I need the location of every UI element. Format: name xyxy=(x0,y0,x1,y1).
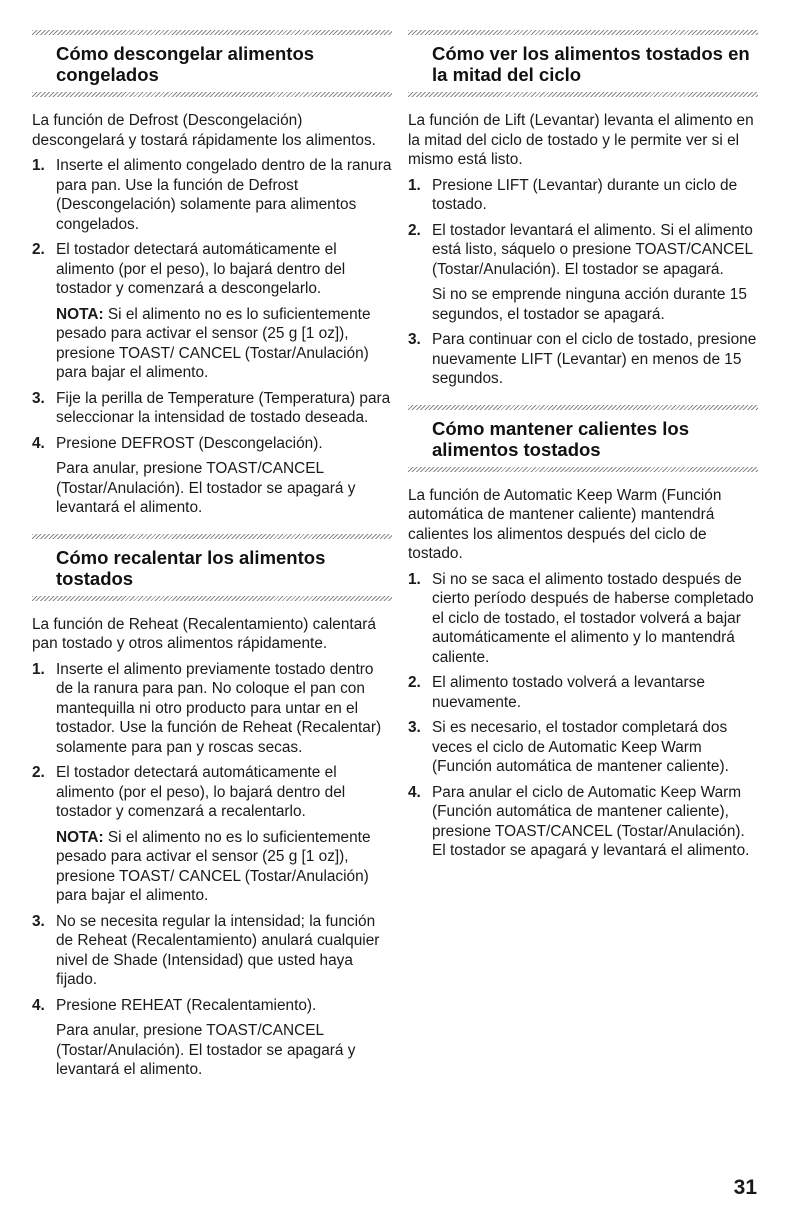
step-item xyxy=(32,156,392,234)
step-note xyxy=(56,828,392,906)
step-note xyxy=(56,305,392,383)
step-item xyxy=(32,763,392,906)
step-extra: Si no se emprende ninguna acción durante 15 segundos, el tostador se apagará. xyxy=(432,286,747,323)
section-title: Cómo ver los alimentos tostados en la mitad del ciclo xyxy=(432,43,750,85)
step-text: Presione LIFT (Levantar) durante un ciclo de tostado. xyxy=(432,176,738,213)
step-text: El tostador detectará automáticamente el alimento (por el peso), lo bajará dentro del tostador y comenzará a recalentarlo. xyxy=(56,764,346,820)
section-intro: La función de Lift (Levantar) levanta el alimento en la mitad del ciclo de tostado y le permite ver si el mismo está listo. xyxy=(408,112,754,168)
step-number: 1. xyxy=(408,570,421,588)
step-text: Presione DEFROST (Descongelación). xyxy=(56,434,323,452)
step-number: 2. xyxy=(32,764,45,781)
step-number: 3. xyxy=(32,912,45,930)
step-number: 3. xyxy=(32,389,45,407)
section-defrost xyxy=(32,30,392,518)
section-reheat xyxy=(32,534,392,1080)
steps-list xyxy=(408,176,758,389)
step-item xyxy=(32,434,392,518)
step-text: El tostador detectará automáticamente el alimento (por el peso), lo bajará dentro del tostador y comenzará a descongelarlo. xyxy=(56,241,346,297)
section-spacer xyxy=(408,395,758,405)
step-text: Si es necesario, el tostador completará dos veces el ciclo de Automatic Keep Warm (Función automática de mantener caliente). xyxy=(432,719,729,775)
note-label: NOTA: xyxy=(56,828,104,846)
step-item xyxy=(408,718,758,777)
step-item xyxy=(408,221,758,325)
step-text: El alimento tostado volverá a levantarse nuevamente. xyxy=(432,674,705,711)
steps-list xyxy=(408,570,758,861)
step-text: Inserte el alimento congelado dentro de la ranura para pan. Use la función de Defrost (Descongelación) solamente para alimentos congelados. xyxy=(56,157,392,233)
step-text: Si no se saca el alimento tostado después de cierto período después de haberse completado el ciclo de tostado, el tostador volverá a bajar automáticamente el alimento y lo mantendrá caliente. xyxy=(432,570,754,666)
step-item xyxy=(408,330,758,389)
step-extra: Para anular, presione TOAST/CANCEL (Tostar/Anulación). El tostador se apagará y levantará el alimento. xyxy=(56,460,356,516)
section-title: Cómo mantener calientes los alimentos tostados xyxy=(432,417,690,460)
step-text: Presione REHEAT (Recalentamiento). xyxy=(56,996,317,1014)
hatched-rule xyxy=(32,596,392,601)
section-keep-warm xyxy=(408,405,758,861)
step-item xyxy=(408,783,758,861)
step-number: 1. xyxy=(408,176,421,194)
step-text: Para anular el ciclo de Automatic Keep Warm (Función automática de mantener caliente), presione TOAST/CANCEL (Tostar/Anulación). El tostador se apagará y levantará el alimento. xyxy=(432,783,750,859)
step-number: 2. xyxy=(408,674,421,691)
step-number: 3. xyxy=(408,331,421,348)
step-item xyxy=(408,570,758,668)
section-lift xyxy=(408,30,758,389)
section-heading xyxy=(32,534,392,601)
step-number: 4. xyxy=(32,434,45,452)
section-heading xyxy=(32,30,392,97)
hatched-rule xyxy=(408,92,758,97)
step-text: El tostador levantará el alimento. Si el alimento está listo, sáquelo o presione TOAST/CANCEL (Tostar/Anulación). El tostador se apagará. xyxy=(432,221,753,278)
step-item xyxy=(32,912,392,990)
left-column xyxy=(32,30,392,1086)
step-item xyxy=(408,176,758,215)
section-heading xyxy=(408,30,758,97)
step-text: Fije la perilla de Temperature (Temperatura) para seleccionar la intensidad de tostado deseada. xyxy=(56,389,391,426)
section-spacer xyxy=(32,524,392,534)
step-text: Inserte el alimento previamente tostado dentro de la ranura para pan. No coloque el pan con mantequilla ni otro producto para untar en el tostador. Use la función de Reheat (Recalentar) solamente para pan y roscas secas. xyxy=(56,660,382,756)
step-number: 1. xyxy=(32,660,45,678)
step-number: 4. xyxy=(408,783,421,801)
right-column xyxy=(408,30,758,867)
step-text: Para continuar con el ciclo de tostado, presione nuevamente LIFT (Levantar) en menos de 15 segundos. xyxy=(432,331,757,387)
steps-list xyxy=(32,156,392,518)
note-label: NOTA: xyxy=(56,305,104,323)
section-intro: La función de Reheat (Recalentamiento) calentará pan tostado y otros alimentos rápidamente. xyxy=(32,615,376,652)
page-number: 31 xyxy=(733,1176,757,1199)
step-item xyxy=(32,996,392,1080)
step-item xyxy=(408,673,758,712)
section-title: Cómo descongelar alimentos congelados xyxy=(56,43,315,85)
step-number: 4. xyxy=(32,996,45,1014)
step-number: 1. xyxy=(32,157,45,174)
note-text: Si el alimento no es lo suficientemente pesado para activar el sensor (25 g [1 oz]), presione TOAST/ CANCEL (Tostar/Anulación) para bajar el alimento. xyxy=(56,305,371,381)
step-item xyxy=(32,660,392,758)
step-extra: Para anular, presione TOAST/CANCEL (Tostar/Anulación). El tostador se apagará y levantará el alimento. xyxy=(56,1022,356,1078)
step-number: 2. xyxy=(408,221,421,239)
section-title: Cómo recalentar los alimentos tostados xyxy=(56,546,326,589)
section-intro: La función de Defrost (Descongelación) descongelará y tostará rápidamente los alimentos. xyxy=(32,112,376,149)
step-item xyxy=(32,389,392,428)
note-text: Si el alimento no es lo suficientemente pesado para activar el sensor (25 g [1 oz]), presione TOAST/ CANCEL (Tostar/Anulación) para bajar el alimento. xyxy=(56,828,371,904)
step-number: 3. xyxy=(408,719,421,736)
section-heading xyxy=(408,405,758,472)
hatched-rule xyxy=(408,467,758,472)
steps-list xyxy=(32,660,392,1080)
hatched-rule xyxy=(32,92,392,97)
step-text: No se necesita regular la intensidad; la función de Reheat (Recalentamiento) anulará cualquier nivel de Shade (Intensidad) que usted haya fijado. xyxy=(56,912,380,988)
step-item xyxy=(32,240,392,383)
section-intro: La función de Automatic Keep Warm (Función automática de mantener caliente) mantendrá calientes los alimentos después del ciclo de tostado. xyxy=(408,486,722,562)
step-number: 2. xyxy=(32,241,45,258)
